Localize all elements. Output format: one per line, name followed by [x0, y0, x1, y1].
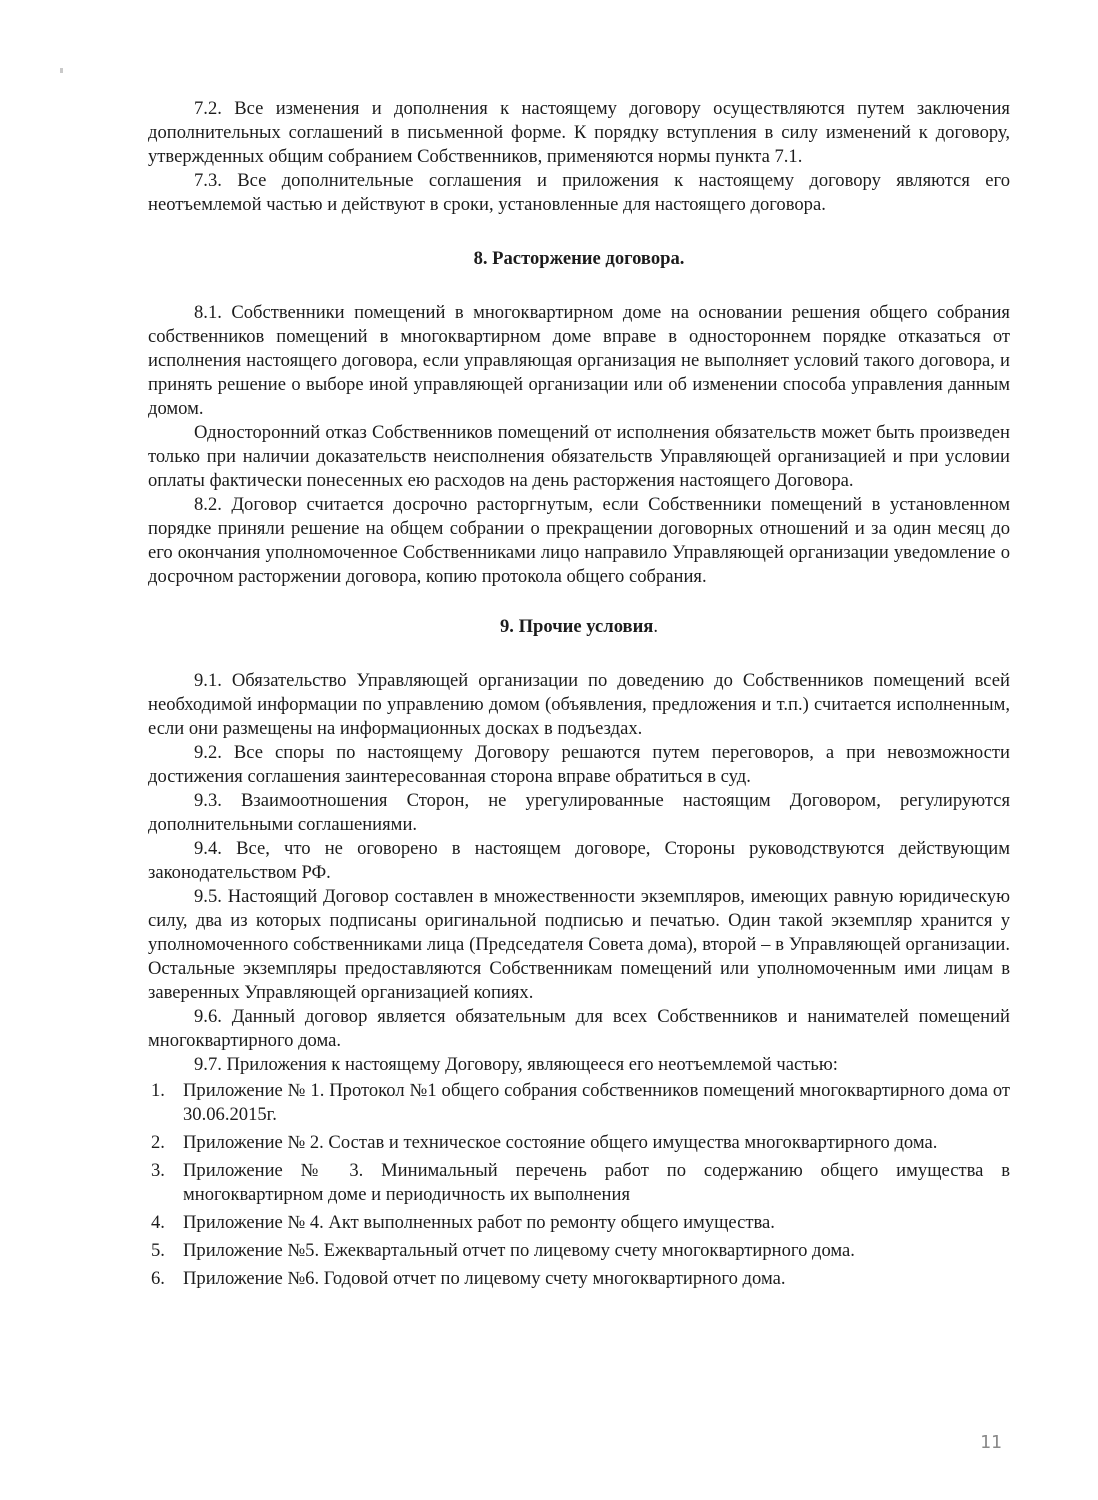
- paragraph-7-3: 7.3. Все дополнительные соглашения и приложения к настоящему договору являются его неотъемлемой частью и действуют в сроки, установленные для настоящего договора.: [148, 170, 1010, 215]
- appendix-text: Приложение № 4. Акт выполненных работ по ремонту общего имущества.: [183, 1212, 775, 1233]
- appendix-item: [148, 1239, 1010, 1263]
- appendix-number: 1.: [151, 1080, 165, 1101]
- appendix-item: [148, 1159, 1010, 1207]
- section-8-heading: 8. Расторжение договора.: [473, 248, 685, 269]
- appendix-text: Приложение №5. Ежеквартальный отчет по лицевому счету многоквартирного дома.: [183, 1240, 855, 1261]
- section-9-heading-suffix: .: [653, 616, 659, 637]
- section-9: [148, 669, 1010, 1291]
- appendix-number: 4.: [151, 1212, 165, 1233]
- paragraph-9-3: 9.3. Взаимоотношения Сторон, не урегулированные настоящим Договором, регулируются дополнительными соглашениями.: [148, 790, 1010, 835]
- paragraph-8-2: 8.2. Договор считается досрочно расторгнутым, если Собственники помещений в установленном порядке приняли решение на общем собрании о прекращении договорных отношений и за один месяц до его окончания уполномоченное Собственниками лицо направило Управляющей организации уведомление о досрочном расторжении договора, копию протокола общего собрания.: [148, 494, 1010, 587]
- section-9-heading-text: 9. Прочие условия: [499, 616, 654, 637]
- section-8-heading-block: [148, 247, 1010, 271]
- paragraph-9-6: 9.6. Данный договор является обязательным для всех Собственников и нанимателей помещений многоквартирного дома.: [148, 1006, 1010, 1051]
- scan-artifact: [60, 68, 63, 73]
- appendix-item: [148, 1267, 1010, 1291]
- page-number: 11: [980, 1432, 1002, 1453]
- paragraph-9-4: 9.4. Все, что не оговорено в настоящем договоре, Стороны руководствуются действующим законодательством РФ.: [148, 838, 1010, 883]
- document-page: [148, 97, 1010, 1295]
- appendix-number: 2.: [151, 1132, 165, 1153]
- appendix-text: Приложение № 2. Состав и техническое состояние общего имущества многоквартирного дома.: [183, 1132, 938, 1153]
- appendix-number: 5.: [151, 1240, 165, 1261]
- appendix-text: Приложение №6. Годовой отчет по лицевому счету многоквартирного дома.: [183, 1268, 786, 1289]
- section-7-continued: [148, 97, 1010, 217]
- section-9-heading-block: [148, 615, 1010, 639]
- appendix-text: Приложение № 3. Минимальный перечень работ по содержанию общего имущества в многоквартирном доме и периодичность их выполнения: [183, 1160, 1010, 1205]
- paragraph-7-2: 7.2. Все изменения и дополнения к настоящему договору осуществляются путем заключения дополнительных соглашений в письменной форме. К порядку вступления в силу изменений к договору, утвержденных общим собранием Собственников, применяются нормы пункта 7.1.: [148, 98, 1010, 167]
- appendix-text: Приложение № 1. Протокол №1 общего собрания собственников помещений многоквартирного дома от 30.06.2015г.: [183, 1080, 1010, 1125]
- paragraph-8-1: 8.1. Собственники помещений в многоквартирном доме на основании решения общего собрания собственников помещений в многоквартирном доме вправе в одностороннем порядке отказаться от исполнения настоящего договора, если управляющая организация не выполняет условий такого договора, и принять решение о выборе иной управляющей организации или об изменении способа управления данным домом.: [148, 302, 1010, 419]
- section-8: [148, 301, 1010, 589]
- section-9-heading: [148, 615, 1010, 639]
- paragraph-9-5: 9.5. Настоящий Договор составлен в множественности экземпляров, имеющих равную юридическую силу, два из которых подписаны оригинальной подписью и печатью. Один такой экземпляр хранится у уполномоченного собственниками лица (Председателя Совета дома), второй – в Управляющей организации. Остальные экземпляры предоставляются Собственникам помещений или уполномоченным ими лицам в заверенных Управляющей организацией копиях.: [148, 886, 1010, 1003]
- paragraph-9-1: 9.1. Обязательство Управляющей организации по доведению до Собственников помещений всей необходимой информации по управлению домом (объявления, предложения и т.п.) считается исполненным, если они размещены на информационных досках в подъездах.: [148, 670, 1010, 739]
- paragraph-8-1-continued: Односторонний отказ Собственников помещений от исполнения обязательств может быть произведен только при наличии доказательств неисполнения обязательств Управляющей организацией и при условии оплаты фактически понесенных ею расходов на день расторжения настоящего Договора.: [148, 422, 1010, 491]
- paragraph-9-7: 9.7. Приложения к настоящему Договору, являющееся его неотъемлемой частью:: [194, 1054, 838, 1075]
- appendix-number: 3.: [151, 1160, 165, 1181]
- paragraph-9-2: 9.2. Все споры по настоящему Договору решаются путем переговоров, а при невозможности достижения соглашения заинтересованная сторона вправе обратиться в суд.: [148, 742, 1010, 787]
- appendix-list: [148, 1079, 1010, 1291]
- appendix-item: [148, 1211, 1010, 1235]
- appendix-item: [148, 1131, 1010, 1155]
- appendix-item: [148, 1079, 1010, 1127]
- appendix-number: 6.: [151, 1268, 165, 1289]
